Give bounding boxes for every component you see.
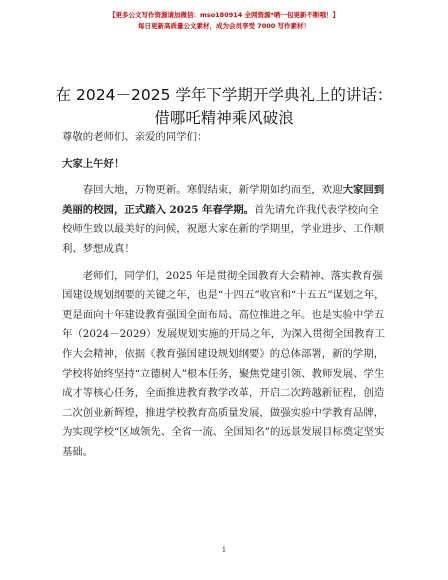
greeting: 大家上午好！ xyxy=(62,157,125,170)
paragraph-1 xyxy=(62,181,388,259)
salutation: 尊敬的老师们、亲爱的同学们： xyxy=(62,131,208,143)
promo-line-1: 【更多公文写作资源请加微信：mso180914 全网资源*晒一包更新不断哦！】 xyxy=(109,11,339,19)
title-line-1: 在 2024－2025 学年下学期开学典礼上的讲话： xyxy=(55,86,393,104)
document-body xyxy=(62,128,388,463)
paragraph-1-emphasis: 大家回到美丽的校园，正式踏入 2025 年春学期。 xyxy=(62,184,385,216)
page-number: 1 xyxy=(221,546,227,554)
paragraph-1-rest: 首先请允许我代表学校向全校师生致以最美好的问候，祝愿大家在新的学期里，学业进步、工作顺利、梦想成真！ xyxy=(62,203,385,255)
document-title xyxy=(40,84,408,130)
promo-banner xyxy=(0,10,448,32)
promo-line-2: 每日更新高质量公文素材，成为会员享受 7000 写作素材！ xyxy=(137,22,311,30)
paragraph-2: 老师们，同学们，2025 年是贯彻全国教育大会精神、落实教育强国建设规划纲要的关键之年，也是“十四五”收官和“十五五”谋划之年，更是面向十年建设教育强国全面布局、高位推进之年。也是实验中学五年（2024－2029）发展规划实施的开局之年，为深入贯彻全国教育工作大会精神，依据《教育强国建设规划纲要》的总体部署，新的学期，学校将始终坚持“立德树人”根本任务，聚焦党建引领、教师发展、学生成才等核心任务，全面推进教育教学改革，开启二次跨越新征程，创造二次创业新辉煌，推进学校教育高质量发展，做强实验中学教育品牌，为实现学校“区域领先、全省一流、全国知名”的远景发展目标奠定坚实基础。 xyxy=(62,269,386,458)
title-line-2: 借哪吒精神乘风破浪 xyxy=(154,109,294,127)
paragraph-1-start: 春回大地，万物更新。寒假结束，新学期如约而至，欢迎 xyxy=(82,184,343,197)
